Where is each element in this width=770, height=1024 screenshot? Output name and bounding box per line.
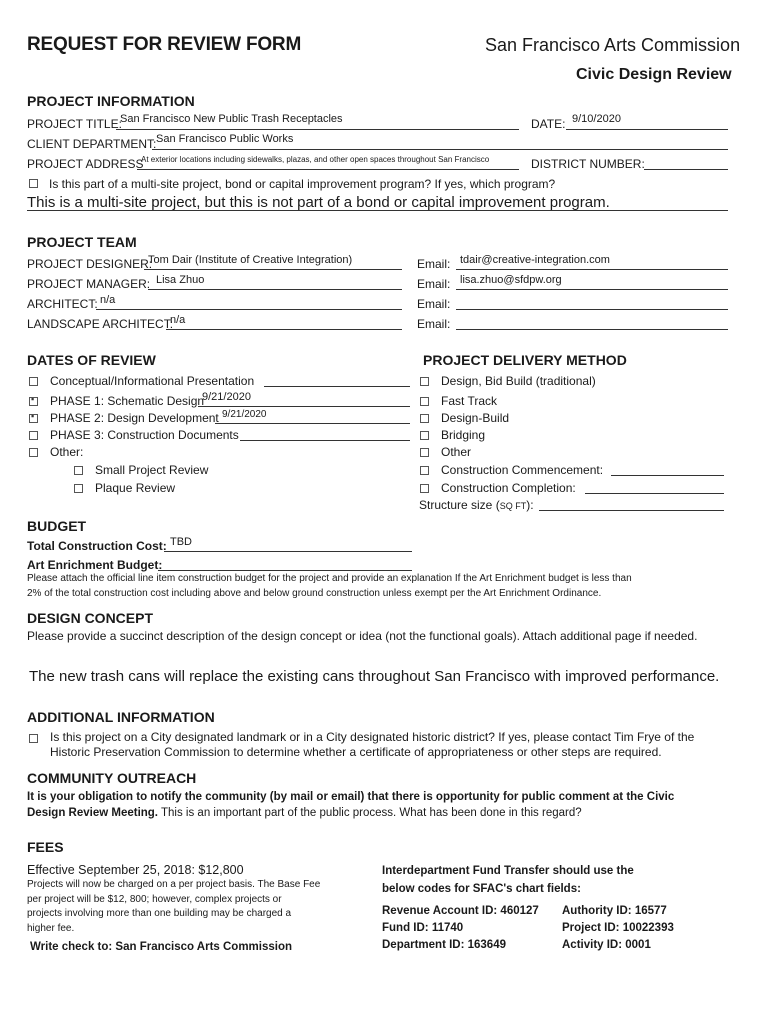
- fees-note: [27, 878, 320, 936]
- budget-note-line2: 2% of the total construction cost including above and below ground construction unless exempt per the Art Enrichment Ordinance.: [27, 588, 602, 599]
- outreach-text: [27, 789, 674, 821]
- total-construction-cost-field[interactable]: TBD: [170, 536, 192, 548]
- design-bid-build-checkbox[interactable]: [420, 377, 429, 386]
- phase2-checkbox[interactable]: [29, 414, 38, 423]
- bridging-label: Bridging: [441, 428, 486, 442]
- fund-transfer-line1: Interdepartment Fund Transfer should use the: [382, 865, 634, 877]
- fees-effective: Effective September 25, 2018: $12,800: [27, 863, 244, 877]
- date-underline: [566, 129, 728, 130]
- project-manager-label: PROJECT MANAGER:: [27, 277, 151, 291]
- fast-track-label: Fast Track: [441, 394, 498, 408]
- multisite-question: Is this part of a multi-site project, bond or capital improvement program? If yes, which program?: [49, 177, 556, 191]
- conceptual-label: Conceptual/Informational Presentation: [50, 374, 255, 388]
- phase3-label: PHASE 3: Construction Documents: [50, 428, 239, 442]
- landmark-checkbox[interactable]: [29, 734, 38, 743]
- landscape-email-field[interactable]: [456, 329, 728, 330]
- project-id: Project ID: 10022393: [562, 922, 674, 934]
- phase1-checkbox[interactable]: [29, 397, 38, 406]
- structure-size-label: [419, 498, 534, 512]
- landmark-question-line2: Historic Preservation Commission to determine whether a certificate of appropriateness or other steps are required.: [50, 745, 662, 759]
- phase1-underline: [198, 406, 410, 407]
- architect-label: ARCHITECT:: [27, 297, 98, 311]
- construction-completion-label: Construction Completion:: [441, 481, 576, 495]
- organization-name: San Francisco Arts Commission: [485, 35, 741, 55]
- manager-email-field[interactable]: lisa.zhuo@sfdpw.org: [460, 274, 562, 286]
- outreach-line1: It is your obligation to notify the community (by mail or email) that there is opportunity for public comment at the Civic: [27, 791, 675, 803]
- fees-note-line2: per project will be $12, 800; however, complex projects or: [27, 893, 282, 905]
- architect-field[interactable]: n/a: [100, 294, 116, 306]
- account-codes-right: [562, 903, 674, 954]
- project-title-field[interactable]: San Francisco New Public Trash Receptacles: [120, 113, 343, 125]
- client-department-underline: [152, 149, 728, 150]
- phase1-date-field[interactable]: 9/21/2020: [202, 391, 251, 403]
- phase2-underline: [215, 423, 410, 424]
- outreach-line2: [27, 805, 674, 821]
- fees-note-line1: Projects will now be charged on a per project basis. The Base Fee: [27, 879, 321, 890]
- structure-size-close: ):: [526, 498, 534, 512]
- form-subtitle: Civic Design Review: [576, 66, 732, 83]
- conceptual-date-field[interactable]: [264, 386, 410, 387]
- architect-email-label: Email:: [417, 297, 451, 311]
- bridging-checkbox[interactable]: [420, 431, 429, 440]
- activity-id: Activity ID: 0001: [562, 939, 651, 951]
- section-heading-delivery-method: PROJECT DELIVERY METHOD: [423, 352, 627, 368]
- budget-note-line1: Please attach the official line item construction budget for the project and provide an explanation If the Art Enrichment budget is less than: [27, 573, 632, 584]
- small-project-label: Small Project Review: [95, 463, 209, 477]
- section-heading-additional-information: ADDITIONAL INFORMATION: [27, 709, 215, 725]
- landscape-architect-label: LANDSCAPE ARCHITECT:: [27, 317, 174, 331]
- project-address-underline: [137, 169, 519, 170]
- project-address-label: PROJECT ADDRESS: [27, 157, 144, 171]
- design-build-checkbox[interactable]: [420, 414, 429, 423]
- conceptual-checkbox[interactable]: [29, 377, 38, 386]
- fast-track-checkbox[interactable]: [420, 397, 429, 406]
- date-label: DATE:: [531, 117, 566, 131]
- architect-email-field[interactable]: [456, 309, 728, 310]
- sqft-unit: SQ FT: [499, 501, 527, 511]
- authority-id: Authority ID: 16577: [562, 905, 667, 917]
- project-manager-underline: [148, 289, 402, 290]
- form-title: REQUEST FOR REVIEW FORM: [27, 34, 302, 55]
- fees-note-line4: higher fee.: [27, 922, 75, 934]
- client-department-label: CLIENT DEPARTMENT:: [27, 137, 157, 151]
- section-heading-dates-of-review: DATES OF REVIEW: [27, 352, 156, 368]
- project-designer-label: PROJECT DESIGNER:: [27, 257, 153, 271]
- other-delivery-checkbox[interactable]: [420, 448, 429, 457]
- district-number-label: DISTRICT NUMBER:: [531, 157, 645, 171]
- construction-completion-checkbox[interactable]: [420, 484, 429, 493]
- section-heading-community-outreach: COMMUNITY OUTREACH: [27, 770, 197, 786]
- manager-email-label: Email:: [417, 277, 451, 291]
- plaque-review-checkbox[interactable]: [74, 484, 83, 493]
- outreach-line2-bold: Design Review Meeting.: [27, 807, 159, 819]
- budget-note: [27, 571, 632, 601]
- designer-email-field[interactable]: tdair@creative-integration.com: [460, 254, 610, 266]
- account-codes-left: [382, 903, 539, 954]
- project-designer-underline: [144, 269, 402, 270]
- total-construction-cost-label: Total Construction Cost:: [27, 539, 167, 553]
- multisite-checkbox[interactable]: [29, 179, 38, 188]
- construction-commencement-checkbox[interactable]: [420, 466, 429, 475]
- architect-underline: [96, 309, 402, 310]
- section-heading-fees: FEES: [27, 839, 64, 855]
- structure-size-field[interactable]: [539, 510, 724, 511]
- construction-commencement-field[interactable]: [611, 475, 724, 476]
- section-heading-budget: BUDGET: [27, 518, 87, 534]
- client-department-field[interactable]: San Francisco Public Works: [156, 133, 294, 145]
- project-manager-field[interactable]: Lisa Zhuo: [156, 274, 205, 286]
- date-field[interactable]: 9/10/2020: [572, 113, 621, 125]
- design-concept-instruction: Please provide a succinct description of the design concept or idea (not the functional goals). Attach additional page if needed.: [27, 629, 698, 643]
- fund-id: Fund ID: 11740: [382, 922, 464, 934]
- section-heading-project-team: PROJECT TEAM: [27, 234, 137, 250]
- district-number-field[interactable]: [644, 169, 728, 170]
- design-build-label: Design-Build: [441, 411, 510, 425]
- phase1-label: PHASE 1: Schematic Design: [50, 394, 205, 408]
- phase3-date-field[interactable]: [240, 440, 410, 441]
- small-project-checkbox[interactable]: [74, 466, 83, 475]
- section-heading-project-information: PROJECT INFORMATION: [27, 93, 195, 109]
- structure-size-text: Structure size (: [419, 498, 500, 512]
- other-review-label: Other:: [50, 445, 84, 459]
- fees-note-line3: projects involving more than one building may be charged a: [27, 908, 292, 919]
- other-delivery-label: Other: [441, 445, 472, 459]
- multisite-answer-field[interactable]: This is a multi-site project, but this is not part of a bond or capital improvement program.: [27, 194, 610, 211]
- landscape-architect-underline: [166, 329, 402, 330]
- construction-commencement-label: Construction Commencement:: [441, 463, 604, 477]
- section-heading-design-concept: DESIGN CONCEPT: [27, 610, 154, 626]
- phase2-label: PHASE 2: Design Development: [50, 411, 219, 425]
- project-title-label: PROJECT TITLE:: [27, 117, 122, 131]
- total-construction-cost-underline: [164, 551, 412, 552]
- project-address-field[interactable]: At exterior locations including sidewalks, plazas, and other open spaces throughout San Francisco: [141, 155, 490, 164]
- landscape-email-label: Email:: [417, 317, 451, 331]
- landscape-architect-field[interactable]: n/a: [170, 314, 186, 326]
- revenue-account-id: Revenue Account ID: 460127: [382, 905, 539, 917]
- designer-email-label: Email:: [417, 257, 451, 271]
- phase2-date-field[interactable]: 9/21/2020: [222, 409, 267, 420]
- department-id: Department ID: 163649: [382, 939, 506, 951]
- other-review-checkbox[interactable]: [29, 448, 38, 457]
- outreach-line2-rest: This is an important part of the public process. What has been done in this regard?: [158, 807, 582, 819]
- design-concept-answer[interactable]: The new trash cans will replace the existing cans throughout San Francisco with improved performance.: [29, 668, 720, 685]
- landmark-question: [50, 730, 694, 760]
- fund-transfer-line2: below codes for SFAC's chart fields:: [382, 883, 581, 895]
- landmark-question-line1: Is this project on a City designated landmark or in a City designated historic district? If yes, please contact Tim Frye of the: [50, 730, 695, 744]
- art-enrichment-budget-label: Art Enrichment Budget:: [27, 558, 163, 572]
- manager-email-underline: [456, 289, 728, 290]
- plaque-review-label: Plaque Review: [95, 481, 176, 495]
- design-bid-build-label: Design, Bid Build (traditional): [441, 374, 596, 388]
- fund-transfer-note: [382, 862, 634, 898]
- project-designer-field[interactable]: Tom Dair (Institute of Creative Integration): [148, 254, 353, 266]
- designer-email-underline: [456, 269, 728, 270]
- write-check-to: Write check to: San Francisco Arts Commission: [30, 941, 293, 953]
- project-title-underline: [116, 129, 519, 130]
- construction-completion-field[interactable]: [585, 493, 724, 494]
- phase3-checkbox[interactable]: [29, 431, 38, 440]
